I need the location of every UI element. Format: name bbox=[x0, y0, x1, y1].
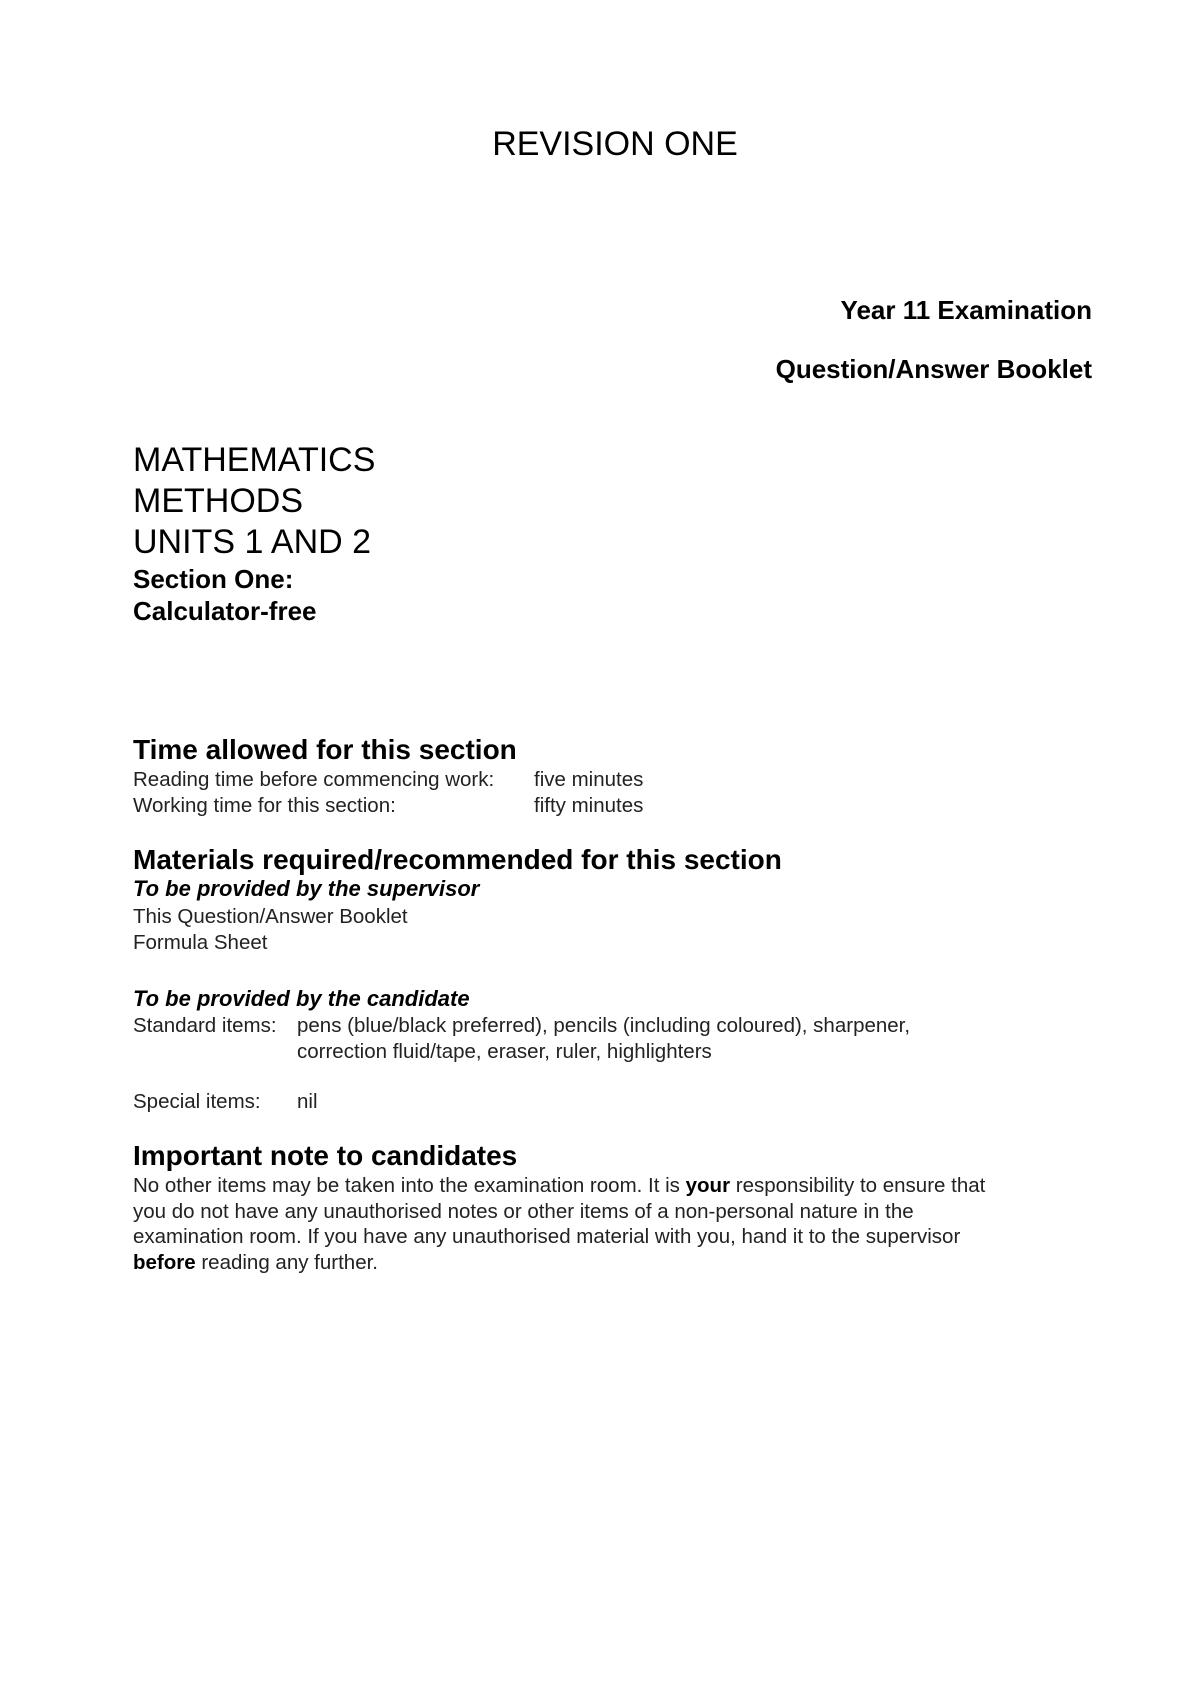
special-items-label: Special items: bbox=[133, 1090, 261, 1113]
note-text: No other items may be taken into the examination room. It is bbox=[133, 1174, 686, 1197]
booklet-type-label: Question/Answer Booklet bbox=[775, 354, 1092, 384]
standard-items-list bbox=[297, 1013, 910, 1064]
supervisor-heading: To be provided by the supervisor bbox=[133, 876, 480, 901]
reading-time-value: five minutes bbox=[534, 768, 644, 791]
standard-items-line: pens (blue/black preferred), pencils (including coloured), sharpener, bbox=[297, 1014, 911, 1037]
subject-block bbox=[133, 440, 375, 627]
important-note-body bbox=[133, 1173, 985, 1275]
emphasis-your: your bbox=[685, 1174, 731, 1197]
emphasis-before: before bbox=[133, 1250, 196, 1274]
time-allowed-table bbox=[133, 767, 643, 818]
standard-items-label: Standard items: bbox=[133, 1014, 277, 1037]
supervisor-item: Formula Sheet bbox=[133, 930, 268, 954]
supervisor-item: This Question/Answer Booklet bbox=[133, 905, 408, 928]
candidate-heading: To be provided by the candidate bbox=[133, 986, 470, 1011]
note-text: reading any further. bbox=[195, 1250, 378, 1274]
section-type: Calculator-free bbox=[133, 596, 317, 626]
note-line-1 bbox=[133, 1173, 985, 1199]
special-items-value: nil bbox=[297, 1090, 318, 1113]
note-text: responsibility to ensure that bbox=[730, 1174, 986, 1197]
supervisor-items bbox=[133, 904, 408, 955]
section-name: Section One: bbox=[133, 564, 294, 594]
note-line-2: you do not have any unauthorised notes or other items of a non-personal nature in the bbox=[133, 1199, 914, 1223]
working-time-label: Working time for this section: bbox=[133, 793, 396, 817]
document-title: REVISION ONE bbox=[492, 125, 738, 163]
subject-line-3: UNITS 1 AND 2 bbox=[133, 523, 372, 561]
standard-items-line: correction fluid/tape, eraser, ruler, highlighters bbox=[297, 1039, 712, 1063]
reading-time-label: Reading time before commencing work: bbox=[133, 768, 495, 791]
note-line-3: examination room. If you have any unauthorised material with you, hand it to the supervisor bbox=[133, 1225, 961, 1248]
working-time-row bbox=[133, 793, 643, 819]
time-allowed-heading: Time allowed for this section bbox=[133, 734, 517, 765]
subject-line-2: METHODS bbox=[133, 482, 303, 520]
important-note-heading: Important note to candidates bbox=[133, 1140, 518, 1171]
reading-time-row bbox=[133, 767, 643, 793]
exam-year-label: Year 11 Examination bbox=[840, 295, 1092, 325]
note-line-4 bbox=[133, 1250, 985, 1276]
working-time-value: fifty minutes bbox=[534, 793, 644, 817]
materials-heading: Materials required/recommended for this section bbox=[133, 844, 782, 875]
subject-line-1: MATHEMATICS bbox=[133, 441, 376, 479]
